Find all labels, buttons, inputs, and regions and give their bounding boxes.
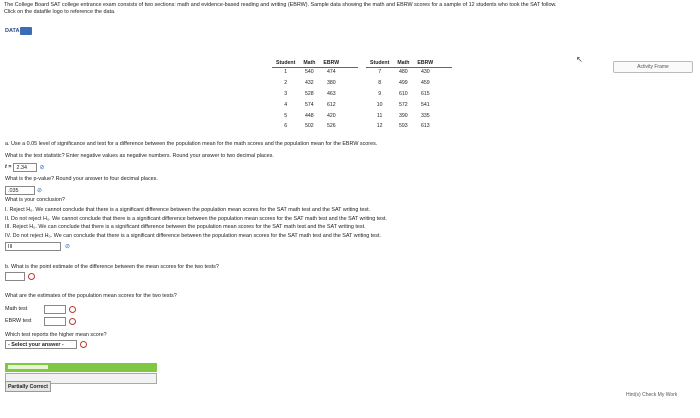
table-header: Math [397, 60, 410, 66]
table-cell: 574 [305, 101, 314, 108]
table-cell: 463 [326, 90, 336, 97]
point-estimate-row [5, 272, 35, 281]
problem-intro [4, 2, 696, 16]
table-cell: 432 [305, 80, 314, 87]
incorrect-circle-icon [69, 318, 76, 325]
table-cell: 448 [305, 112, 314, 119]
table-cell: 5 [284, 112, 288, 119]
math-test-label: Math test [5, 306, 28, 312]
conclusion-options [5, 207, 387, 241]
footer-links[interactable]: Hint(s) Check My Work [626, 392, 678, 398]
part-a-question: a. Use a 0.05 level of significance and test for a difference between the population mean for the math scores and the population mean for the EBRW scores. [5, 141, 378, 147]
t-label: t = [5, 164, 12, 170]
table-cell: 10 [376, 101, 383, 108]
table-cell: 540 [305, 69, 314, 76]
table-cell: 528 [305, 90, 314, 97]
table-right-rule [366, 67, 452, 68]
table-left-rule [272, 67, 358, 68]
table-header: EBRW [323, 60, 340, 66]
table-cell: 526 [326, 123, 336, 130]
table-cell: 612 [326, 101, 336, 108]
intro-line-1: The College Board SAT college entrance exam consists of two sections: math and evidence-based reading and writing (EBRW). Sample data showing the math and EBRW scores for a sample of 12 students who took the SAT follow. [4, 2, 557, 8]
conclusion-answer-row [5, 242, 70, 251]
table-row [366, 121, 437, 132]
higher-mean-question: Which test reports the higher mean score? [5, 332, 107, 338]
table-cell: 572 [399, 101, 408, 108]
estimates-question: What are the estimates of the population mean scores for the two tests? [5, 293, 177, 299]
correct-check-icon: ⊘ [65, 244, 71, 250]
conclusion-option: I. Reject H₀. We cannot conclude that there is a significant difference between the population mean scores for the SAT math test and the SAT writing test. [5, 207, 371, 213]
table-cell: 420 [326, 112, 336, 119]
pvalue-question: What is the p-value? Round your answer to four decimal places. [5, 176, 158, 182]
table-cell: 9 [378, 90, 382, 97]
datafile-button[interactable] [5, 27, 32, 35]
table-header: Student [276, 60, 296, 66]
table-cell: 11 [376, 112, 383, 119]
table-row [366, 110, 437, 121]
t-answer-row [5, 163, 44, 172]
t-statistic-input[interactable]: 2.34 [13, 163, 37, 172]
correct-check-icon: ⊘ [39, 165, 45, 171]
table-cell: 474 [326, 69, 336, 76]
table-cell: 335 [420, 112, 430, 119]
datafile-label: DATA [5, 28, 20, 34]
table-cell: 2 [284, 80, 288, 87]
ebrw-estimate-input[interactable] [44, 317, 66, 326]
datafile-icon [20, 27, 32, 35]
table-cell: 1 [284, 69, 288, 76]
part-b-question: b. What is the point estimate of the difference between the mean scores for the two tests? [5, 264, 219, 270]
conclusion-option: II. Do not reject H₀. We cannot conclude that there is a significant difference between the population mean scores for the SAT math test and the SAT writing test. [5, 215, 387, 222]
table-cell: 12 [376, 123, 383, 130]
table-cell: 613 [420, 123, 430, 130]
math-estimate-row [5, 305, 76, 314]
table-row [272, 110, 343, 121]
ebrw-estimate-row [5, 317, 76, 326]
table-cell: 4 [284, 101, 288, 108]
activity-frame-button[interactable]: Activity Frame [613, 61, 693, 73]
table-cell: 3 [284, 90, 288, 97]
data-table-left [272, 59, 343, 132]
ebrw-test-label: EBRW test [5, 318, 32, 324]
score-progress-bar [5, 363, 157, 372]
table-cell: 541 [420, 101, 430, 108]
table-cell: 502 [305, 123, 314, 130]
table-row [272, 99, 343, 110]
table-header: Math [303, 60, 316, 66]
table-row [366, 89, 437, 100]
table-header: EBRW [417, 60, 434, 66]
table-row [366, 99, 437, 110]
pvalue-answer-row [5, 186, 42, 195]
table-cell: 593 [399, 123, 408, 130]
table-cell: 459 [420, 80, 430, 87]
test-statistic-question: What is the test statistic? Enter negative values as negative numbers. Round your answer to two decimal places. [5, 153, 274, 159]
table-row [272, 121, 343, 132]
table-row [272, 67, 343, 78]
conclusion-option: IV. Do not reject H₀. We can conclude that there is a significant difference between the population mean scores for the SAT math test and the SAT writing test. [5, 232, 381, 239]
conclusion-select[interactable]: III [5, 242, 61, 251]
table-cell: 6 [284, 123, 288, 130]
table-cell: 499 [399, 80, 408, 87]
table-header: Student [370, 60, 390, 66]
table-row [366, 67, 437, 78]
mouse-cursor-icon: ↖ [576, 55, 583, 64]
correct-check-icon: ⊘ [37, 188, 43, 194]
math-estimate-input[interactable] [44, 305, 66, 314]
table-row [366, 78, 437, 89]
table-cell: 480 [399, 69, 408, 76]
partially-correct-badge: Partially Correct [5, 381, 51, 392]
pvalue-input[interactable]: .035 [5, 186, 35, 195]
table-row [272, 89, 343, 100]
conclusion-question: What is your conclusion? [5, 197, 65, 203]
conclusion-option: III. Reject H₀. We can conclude that there is a significant difference between the population mean scores for the SAT math test and the SAT writing test. [5, 224, 366, 230]
table-cell: 390 [399, 112, 408, 119]
table-cell: 610 [399, 90, 408, 97]
table-cell: 430 [420, 69, 430, 76]
higher-mean-select[interactable]: - Select your answer - [5, 340, 77, 349]
table-cell: 7 [378, 69, 382, 76]
data-table-right [366, 59, 437, 132]
table-cell: 615 [420, 90, 430, 97]
point-estimate-input[interactable] [5, 272, 25, 281]
incorrect-circle-icon [69, 306, 76, 313]
table-cell: 380 [326, 80, 336, 87]
incorrect-circle-icon [28, 273, 35, 280]
table-cell: 8 [378, 80, 382, 87]
incorrect-circle-icon [80, 341, 87, 348]
higher-mean-row [5, 340, 87, 349]
intro-line-2: Click on the datafile logo to reference the data. [4, 9, 116, 15]
table-row [272, 78, 343, 89]
